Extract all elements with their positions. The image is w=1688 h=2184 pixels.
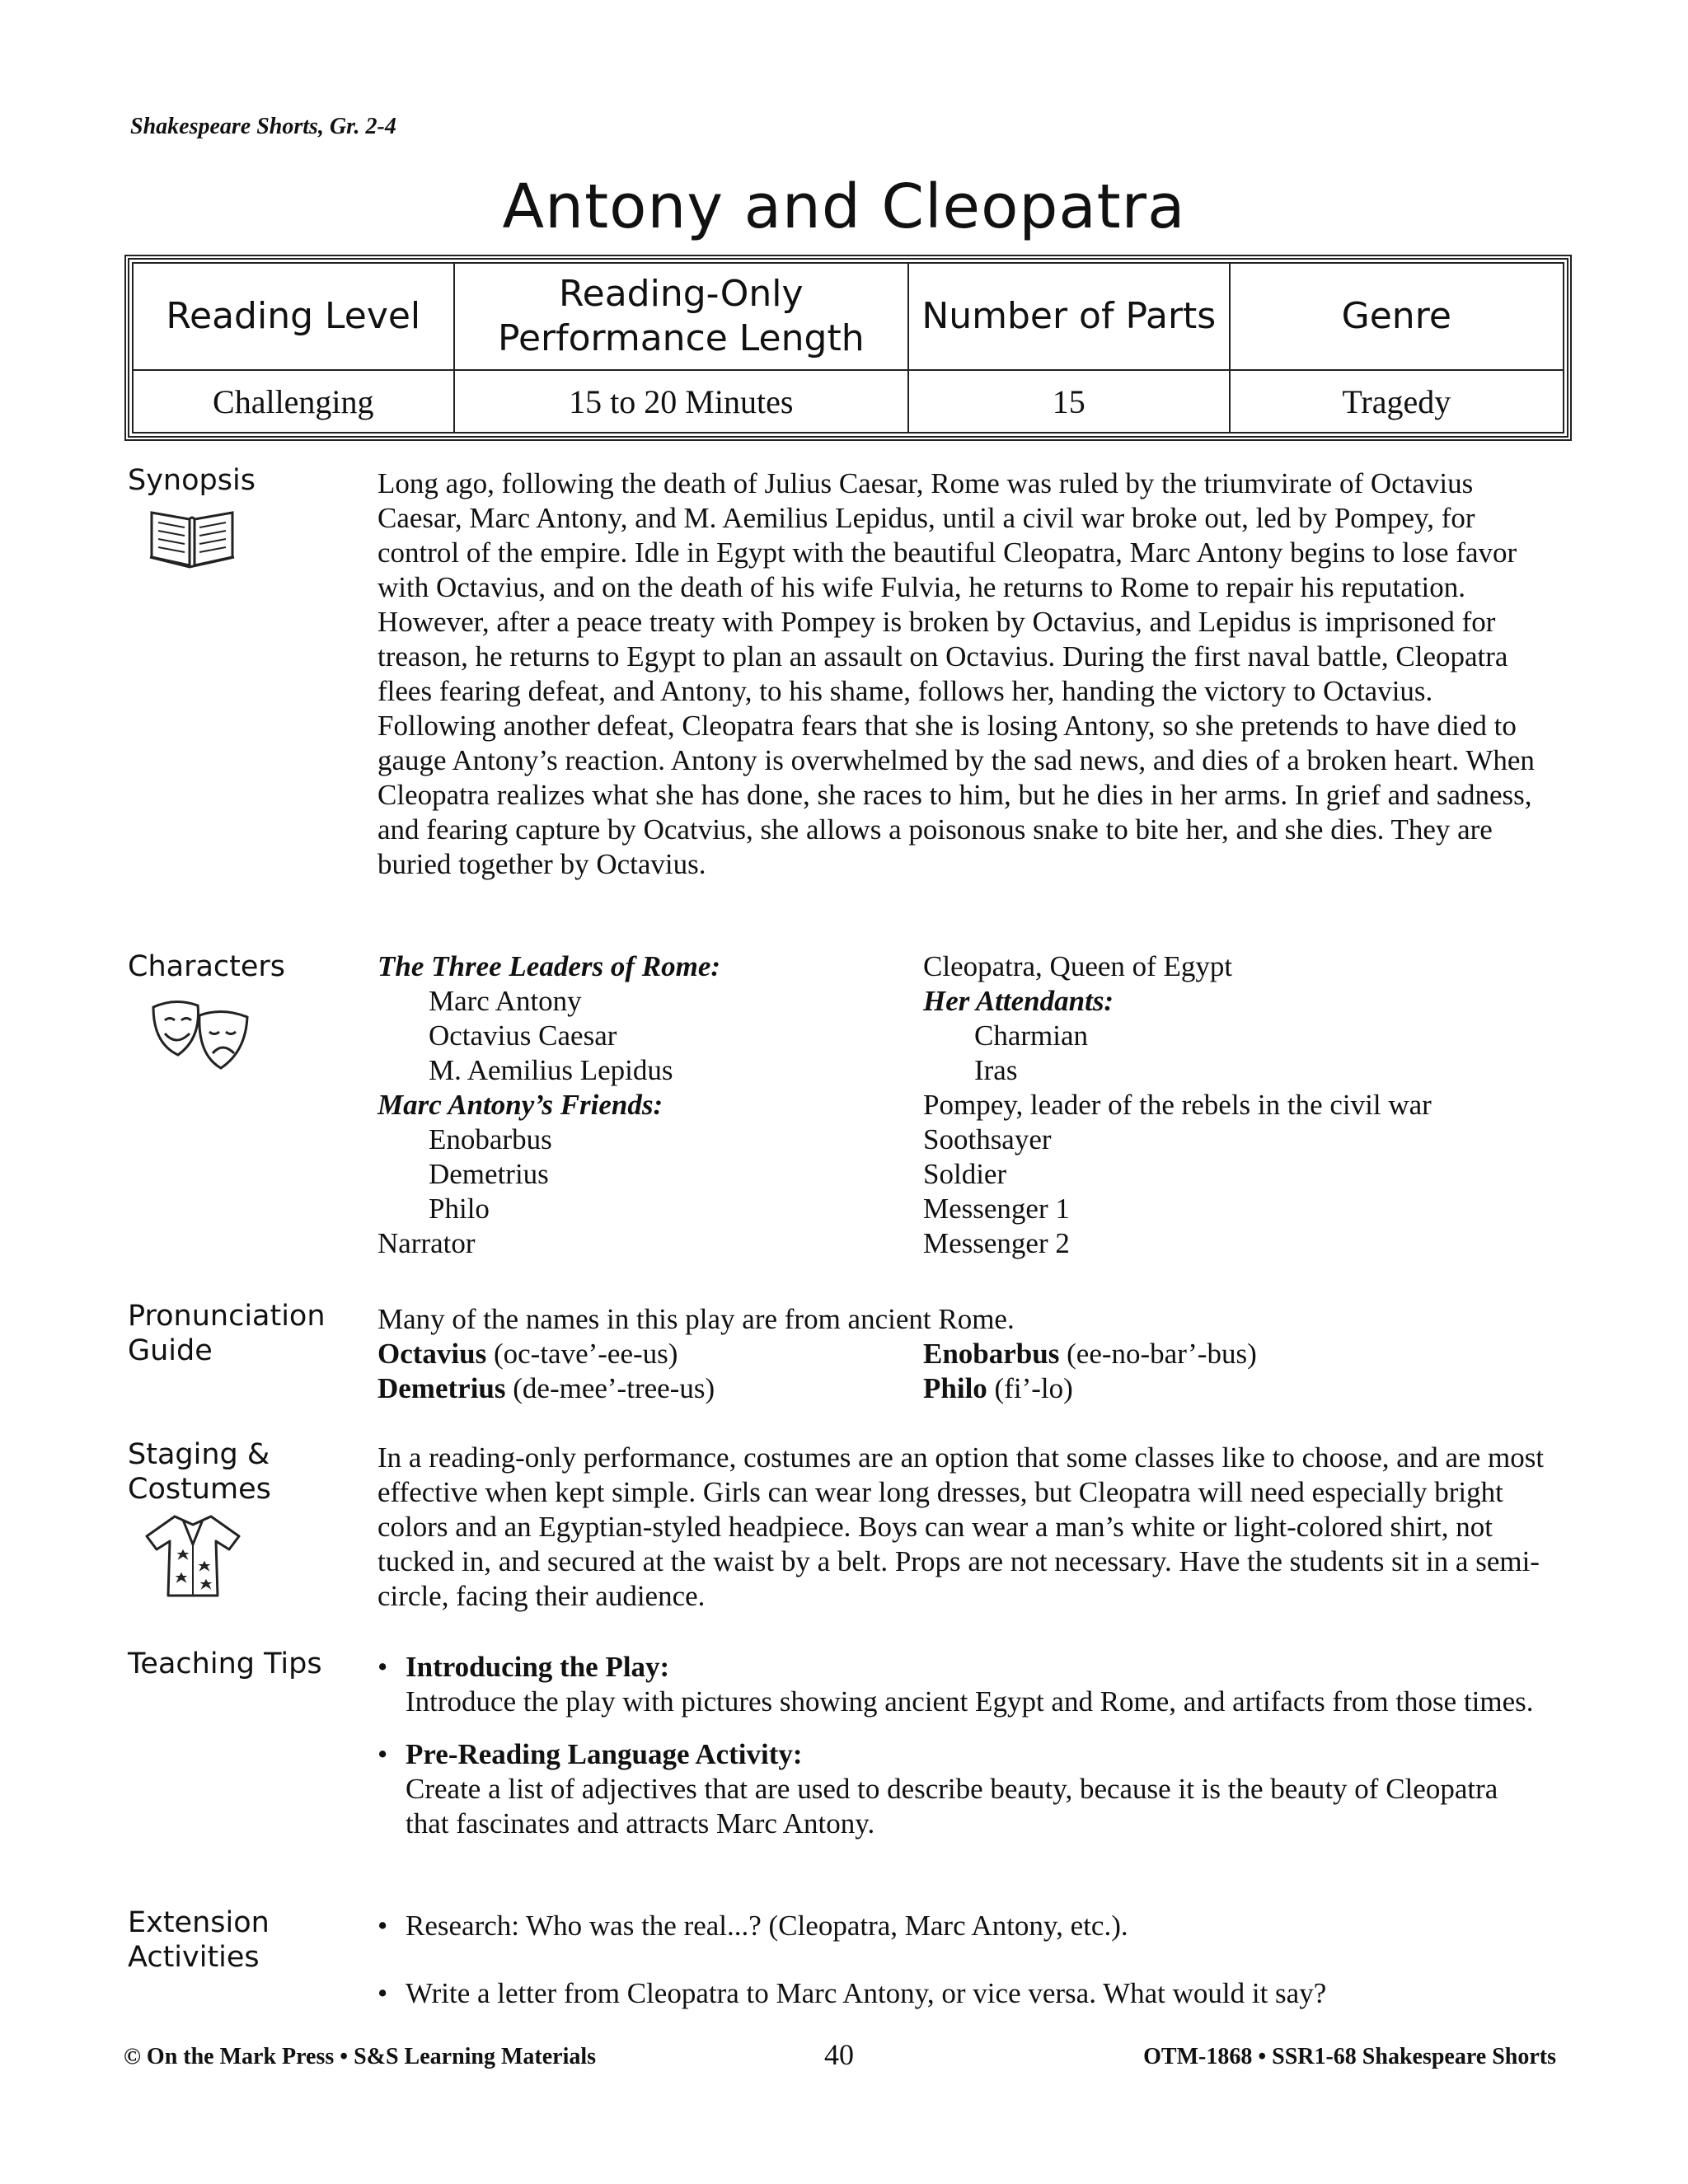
friends-heading: Marc Antony’s Friends: — [377, 1089, 663, 1121]
leaders-heading: The Three Leaders of Rome: — [377, 950, 721, 982]
character-item: Soothsayer — [923, 1123, 1052, 1155]
character-item: Messenger 1 — [923, 1193, 1070, 1225]
performance-length-header: Reading-Only Performance Length — [454, 263, 908, 370]
pronunciation-name: Philo — [923, 1372, 987, 1404]
characters-right-column — [923, 949, 1432, 1261]
pronunciation-entry — [377, 1337, 715, 1371]
pronunciation-entry — [923, 1337, 1257, 1371]
tip-heading: Pre-Reading Language Activity: — [406, 1738, 803, 1770]
reading-level-header: Reading Level — [133, 263, 454, 370]
character-item: Pompey, leader of the rebels in the civil war — [923, 1089, 1432, 1121]
extension-item — [377, 1976, 1543, 2011]
info-table-value-row — [133, 370, 1564, 433]
teaching-tips-label: Teaching Tips — [128, 1647, 322, 1680]
robe-costume-icon — [142, 1511, 244, 1605]
footer-publisher: © On the Mark Press • S&S Learning Materials — [124, 2044, 597, 2069]
reading-level-value: Challenging — [133, 370, 454, 433]
theater-masks-icon — [147, 997, 254, 1077]
staging-label-line1: Staging & — [128, 1438, 270, 1471]
extension-list — [377, 1909, 1543, 2011]
pronunciation-label — [128, 1299, 326, 1368]
genre-header: Genre — [1230, 263, 1564, 370]
character-item: Narrator — [377, 1227, 476, 1259]
number-of-parts-value: 15 — [908, 370, 1230, 433]
extension-text: Research: Who was the real...? (Cleopatra, Marc Antony, etc.). — [406, 1910, 1128, 1942]
footer-product-code: OTM-1868 • SSR1-68 Shakespeare Shorts — [1143, 2044, 1556, 2069]
staging-label-line2: Costumes — [128, 1473, 271, 1506]
tip-item — [377, 1737, 1543, 1841]
tip-heading: Introducing the Play: — [406, 1651, 670, 1683]
extension-item — [377, 1909, 1543, 1943]
extension-label — [128, 1905, 270, 1975]
character-item: Cleopatra, Queen of Egypt — [923, 950, 1233, 982]
character-item: Marc Antony — [429, 985, 582, 1017]
character-item: Philo — [429, 1193, 490, 1225]
pronunciation-name: Enobarbus — [923, 1338, 1060, 1370]
character-item: Octavius Caesar — [429, 1019, 617, 1052]
page-title: Antony and Cleopatra — [502, 171, 1186, 242]
pronunciation-guide — [377, 1302, 1564, 1409]
character-item: Iras — [974, 1054, 1018, 1086]
number-of-parts-header: Number of Parts — [908, 263, 1230, 370]
character-item: M. Aemilius Lepidus — [429, 1054, 673, 1086]
tip-text: Create a list of adjectives that are used to describe beauty, because it is the beauty of Cleopatra that fascinates and attracts Marc Antony. — [406, 1773, 1498, 1840]
character-item: Demetrius — [429, 1158, 549, 1190]
character-item: Messenger 2 — [923, 1227, 1070, 1259]
bullet: • — [377, 1738, 388, 1770]
characters-list — [377, 949, 1564, 1263]
performance-length-value: 15 to 20 Minutes — [454, 370, 908, 433]
info-table — [132, 262, 1564, 434]
pronunciation-intro: Many of the names in this play are from ancient Rome. — [377, 1303, 1015, 1335]
bullet: • — [377, 1910, 388, 1942]
pronunciation-label-line2: Guide — [128, 1334, 213, 1367]
series-title: Shakespeare Shorts, Gr. 2-4 — [130, 114, 396, 139]
characters-left-column — [377, 949, 720, 1261]
open-book-icon — [147, 504, 237, 573]
synopsis-label: Synopsis — [128, 464, 256, 497]
character-item: Enobarbus — [429, 1123, 552, 1155]
tip-text: Introduce the play with pictures showing ancient Egypt and Rome, and artifacts from those times. — [406, 1685, 1534, 1718]
staging-label — [128, 1437, 271, 1507]
genre-value: Tragedy — [1230, 370, 1564, 433]
pronunciation-name: Octavius — [377, 1338, 487, 1370]
pronunciation-value: (ee-no-bar’-bus) — [1059, 1338, 1257, 1370]
character-item: Charmian — [974, 1019, 1089, 1052]
pronunciation-left-column — [377, 1337, 715, 1406]
pronunciation-name: Demetrius — [377, 1372, 506, 1404]
staging-text: In a reading-only performance, costumes are an option that some classes like to choose, and are most effective when kept simple. Girls can wear long dresses, but Cleopatra will need especially bright colors and an Egyptian-styled headpiece. Boys can wear a man’s white or light-colored shirt, not tucked in, and secured at the waist by a belt. Props are not necessary. Have the students sit in a semi-circle, facing their audience. — [377, 1441, 1545, 1612]
characters-label: Characters — [128, 950, 286, 983]
info-table-header-row — [133, 263, 1564, 370]
teaching-tips-list — [377, 1650, 1543, 1841]
pronunciation-right-column — [923, 1337, 1257, 1406]
extension-text: Write a letter from Cleopatra to Marc Antony, or vice versa. What would it say? — [406, 1977, 1327, 2009]
bullet: • — [377, 1651, 388, 1683]
extension-label-line2: Activities — [128, 1941, 260, 1974]
pronunciation-label-line1: Pronunciation — [128, 1300, 326, 1333]
tip-item — [377, 1650, 1543, 1719]
page-number: 40 — [824, 2038, 854, 2071]
pronunciation-entry — [377, 1371, 715, 1406]
character-item: Soldier — [923, 1158, 1007, 1190]
pronunciation-entry — [923, 1371, 1257, 1406]
attendants-heading: Her Attendants: — [923, 985, 1114, 1017]
extension-label-line1: Extension — [128, 1906, 270, 1939]
pronunciation-value: (de-mee’-tree-us) — [505, 1372, 715, 1404]
pronunciation-value: (fi’-lo) — [987, 1372, 1073, 1404]
bullet: • — [377, 1977, 388, 2009]
pronunciation-value: (oc-tave’-ee-us) — [486, 1338, 678, 1370]
synopsis-text: Long ago, following the death of Julius Caesar, Rome was ruled by the triumvirate of Octavius Caesar, Marc Antony, and M. Aemilius Lepidus, until a civil war broke out, led by Pompey, for control of the empire. Idle in Egypt with the beautiful Cleopatra, Marc Antony begins to lose favor with Octavius, and on the death of his wife Fulvia, he returns to Rome to repair his reputation. However, after a peace treaty with Pompey is broken by Octavius, and Lepidus is imprisoned for treason, he returns to Egypt to plan an assault on Octavius. During the first naval battle, Cleopatra flees fearing defeat, and Antony, to his shame, follows her, handing the victory to Octavius. Following another defeat, Cleopatra fears that she is losing Antony, so she pretends to have died to gauge Antony’s reaction. Antony is overwhelmed by the sad news, and dies of a broken heart. When Cleopatra realizes what she has done, she races to him, but he dies in her arms. In grief and sadness, and fearing capture by Ocatvius, she allows a poisonous snake to bite her, and she dies. They are buried together by Octavius. — [377, 467, 1535, 880]
